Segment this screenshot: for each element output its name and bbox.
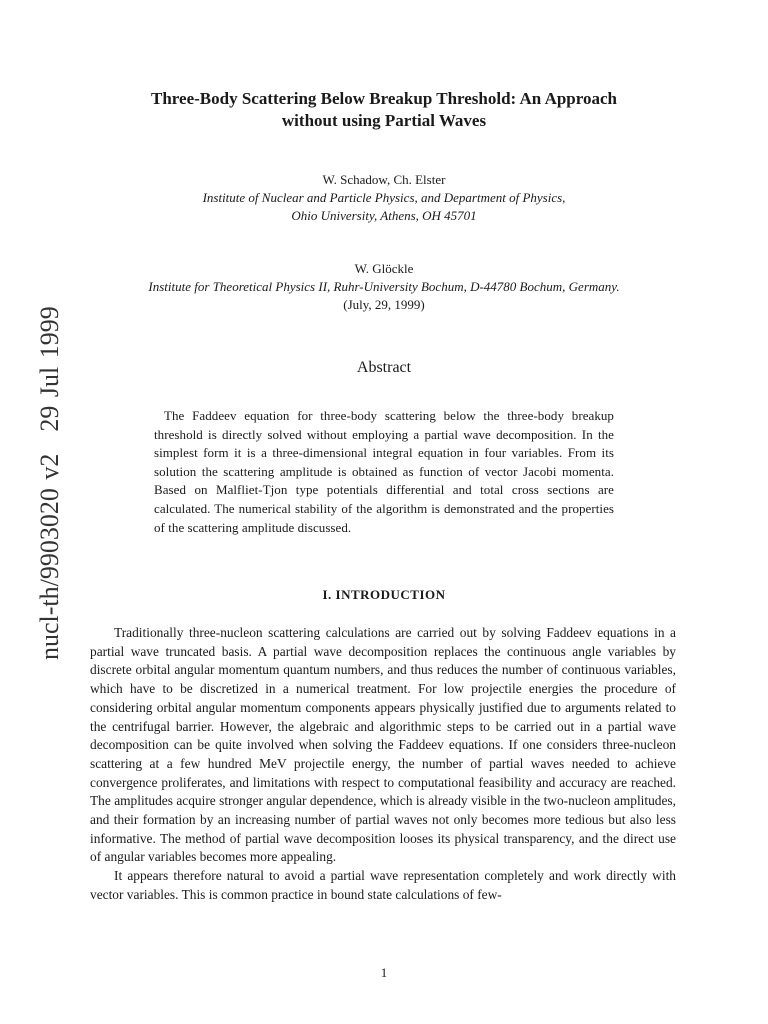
author-block-2 [60, 260, 708, 314]
affiliation-2: Institute for Theoretical Physics II, Ruhr-University Bochum, D-44780 Bochum, Germany. [148, 279, 620, 294]
author-block-1 [60, 171, 708, 225]
introduction-body [90, 624, 676, 905]
arxiv-margin-stamp [30, 290, 70, 660]
page-number: 1 [380, 965, 388, 980]
abstract-text: The Faddeev equation for three-body scattering below the three-body breakup threshold is directly solved without employing a partial wave decomposition. In the simplest form it is a three-dimensional integral equation in four variables. From its solution the scattering amplitude is obtained as function of vector Jacobi momenta. Based on Malfliet-Tjon type potentials differential and total cross sections are calculated. The numerical stability of the algorithm is demonstrated and the properties of the scattering amplitude discussed. [154, 408, 614, 535]
paper-title [80, 88, 688, 132]
author-names-2: W. Glöckle [354, 261, 414, 276]
author-names-1: W. Schadow, Ch. Elster [322, 172, 446, 187]
abstract-heading: Abstract [356, 359, 412, 376]
introduction-paragraph-2: It appears therefore natural to avoid a partial wave representation completely and work directly with vector variables. This is common practice in bound state calculations of few- [90, 868, 676, 902]
introduction-paragraph-1: Traditionally three-nucleon scattering calculations are carried out by solving Faddeev equations in a partial wave truncated basis. A partial wave decomposition replaces the continuous angle variables by discrete orbital angular momentum quantum numbers, and thus reduces the number of continuous variables, which have to be discretized in a numerical treatment. For low projectile energies the procedure of considering orbital angular momentum components appears physically justified due to arguments related to the centrifugal barrier. However, the algebraic and algorithmic steps to be carried out in a partial wave decomposition can be quite involved when solving the Faddeev equations. If one considers three-nucleon scattering at a few hundred MeV projectile energy, the number of partial waves needed to achieve convergence proliferates, and limitations with respect to computational feasibility and accuracy are reached. The amplitudes acquire stronger angular dependence, which is already visible in the two-nucleon amplitudes, and their formation by an increasing number of partial waves not only becomes more tedious but also less informative. The method of partial wave decomposition looses its physical transparency, and the direct use of angular variables becomes more appealing. [90, 625, 676, 865]
affiliation-1-line-2: Ohio University, Athens, OH 45701 [291, 208, 477, 223]
arxiv-date: 29 Jul 1999 [35, 306, 64, 432]
title-line-2: without using Partial Waves [281, 111, 487, 130]
affiliation-1-line-1: Institute of Nuclear and Particle Physics, and Department of Physics, [202, 190, 566, 205]
title-line-1: Three-Body Scattering Below Breakup Threshold: An Approach [151, 89, 617, 108]
paper-date: (July, 29, 1999) [343, 297, 425, 312]
section-heading-introduction: I. INTRODUCTION [322, 587, 446, 602]
arxiv-identifier: nucl-th/9903020 v2 [35, 453, 64, 660]
